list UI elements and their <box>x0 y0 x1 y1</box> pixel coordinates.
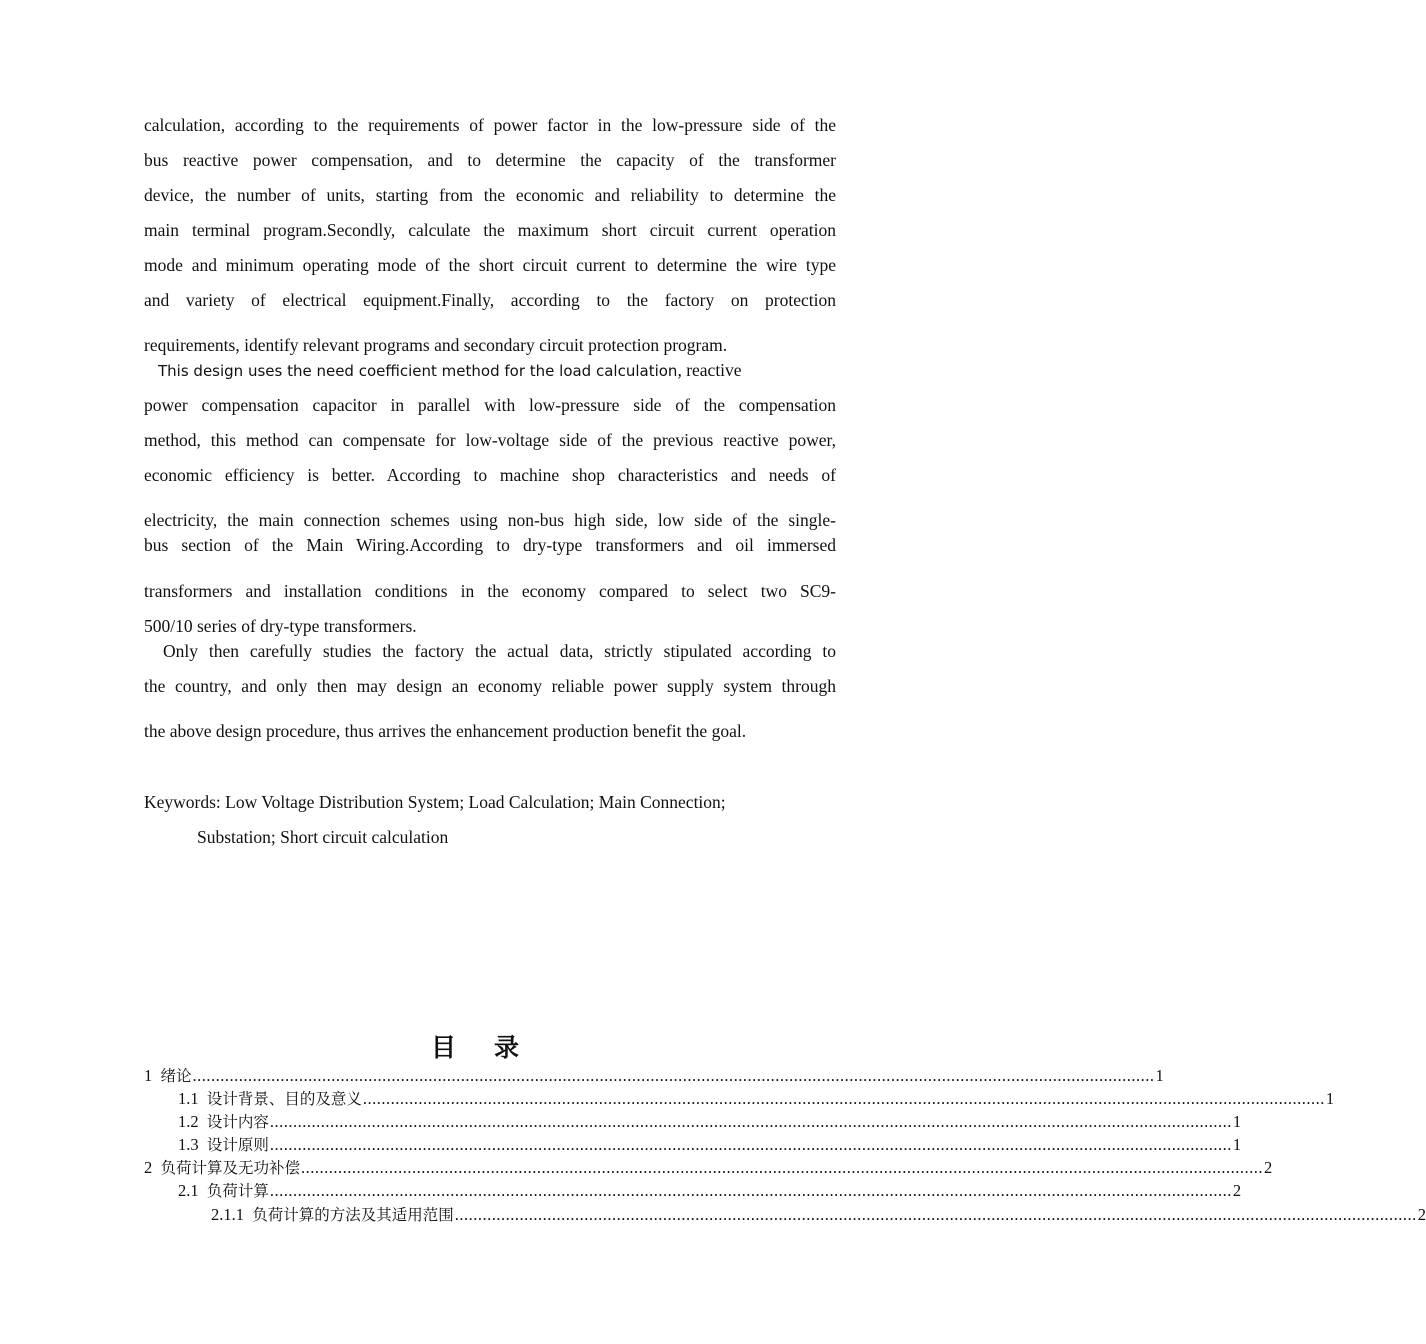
toc-leader-dots: ................................................................................................................................................................................................................ <box>301 1158 1264 1177</box>
toc-entry-label: 设计背景、目的及意义 <box>206 1090 362 1108</box>
toc-entry-page: 1 <box>1232 1112 1242 1131</box>
toc-entry-label: 绪论 <box>160 1067 192 1085</box>
toc-entry-label: 设计内容 <box>206 1113 269 1131</box>
text-line: the above design procedure, thus arrives the enhancement production benefit the goal. <box>144 721 747 741</box>
toc-entry[interactable] <box>144 1156 1273 1179</box>
toc-entry-number: 1 <box>144 1066 161 1085</box>
text-line: calculation, according to the requirements of power factor in the low-pressure side of the <box>144 115 836 135</box>
keywords-line-2: Substation; Short circuit calculation <box>197 827 449 847</box>
toc-leader-dots: ................................................................................................................................................................................................................ <box>269 1181 1232 1200</box>
sans-lead-text: This design uses the need coefficient method for the load calculation <box>158 362 678 380</box>
toc-entry-page: 2 <box>1264 1158 1273 1177</box>
lead-rest-text: , reactive <box>677 360 742 380</box>
toc-entry-page: 1 <box>1325 1089 1335 1108</box>
toc-entry-label: 负荷计算 <box>206 1182 269 1200</box>
toc-entry-page: 2 <box>1417 1205 1426 1224</box>
text-line: power compensation capacitor in parallel with low-pressure side of the compensation <box>144 395 836 415</box>
toc-entry[interactable] <box>178 1133 1242 1156</box>
toc-title-char: 录 <box>494 1033 520 1062</box>
toc-entry-label: 负荷计算的方法及其适用范围 <box>252 1206 454 1224</box>
toc-entry-number: 2.1.1 <box>211 1205 253 1224</box>
toc-entry-label: 设计原则 <box>206 1136 269 1154</box>
toc-entry[interactable] <box>178 1087 1335 1110</box>
toc-entry[interactable] <box>211 1203 1426 1226</box>
text-line: device, the number of units, starting from the economic and reliability to determine the <box>144 185 836 205</box>
toc-leader-dots: ................................................................................................................................................................................................................ <box>454 1205 1417 1224</box>
toc-title <box>0 1028 950 1064</box>
toc-entry-number: 1.3 <box>178 1135 207 1154</box>
text-line: and variety of electrical equipment.Finally, according to the factory on protection <box>144 290 836 310</box>
text-line: transformers and installation conditions in the economy compared to select two SC9- <box>144 581 836 601</box>
toc-entry-page: 2 <box>1232 1181 1242 1200</box>
keywords-line-1: Keywords: Low Voltage Distribution System; Load Calculation; Main Connection; <box>144 792 726 812</box>
toc-entry-number: 1.1 <box>178 1089 207 1108</box>
toc-entry-number: 1.2 <box>178 1112 207 1131</box>
text-line: the country, and only then may design an economy reliable power supply system through <box>144 676 836 696</box>
text-line: 500/10 series of dry-type transformers. <box>144 616 417 636</box>
toc-entry-page: 1 <box>1155 1066 1164 1085</box>
text-line: bus reactive power compensation, and to determine the capacity of the transformer <box>144 150 836 170</box>
toc-entry-label: 负荷计算及无功补偿 <box>160 1159 301 1177</box>
toc-leader-dots: ................................................................................................................................................................................................................ <box>362 1089 1325 1108</box>
abstract-paragraph-3-end <box>144 714 836 749</box>
abstract-paragraph-2-cont <box>144 503 836 563</box>
toc-entry-page: 1 <box>1232 1135 1242 1154</box>
text-line-lead <box>144 353 836 388</box>
text-line: Only then carefully studies the factory the actual data, strictly stipulated according to <box>163 641 836 661</box>
abstract-paragraph-3 <box>144 634 836 704</box>
toc-entry[interactable] <box>178 1179 1242 1202</box>
text-line: mode and minimum operating mode of the short circuit current to determine the wire type <box>144 255 836 275</box>
text-line: main terminal program.Secondly, calculate the maximum short circuit current operation <box>144 220 836 240</box>
toc-leader-dots: ................................................................................................................................................................................................................ <box>192 1066 1155 1085</box>
text-line: requirements, identify relevant programs and secondary circuit protection program. <box>144 335 728 355</box>
toc-leader-dots: ................................................................................................................................................................................................................ <box>269 1135 1232 1154</box>
toc-entry[interactable] <box>144 1064 1164 1087</box>
toc-entry-number: 2.1 <box>178 1181 207 1200</box>
toc-entry-number: 2 <box>144 1158 161 1177</box>
toc-entry[interactable] <box>178 1110 1242 1133</box>
text-line: bus section of the Main Wiring.According to dry-type transformers and oil immersed <box>144 535 836 555</box>
toc-leader-dots: ................................................................................................................................................................................................................ <box>269 1112 1232 1131</box>
text-line: method, this method can compensate for low-voltage side of the previous reactive power, <box>144 430 836 450</box>
abstract-paragraph-1 <box>144 108 836 318</box>
toc-title-char: 目 <box>430 1033 456 1062</box>
abstract-paragraph-2 <box>144 353 836 493</box>
text-line: electricity, the main connection schemes using non-bus high side, low side of the single- <box>144 510 836 530</box>
text-line: economic efficiency is better. According to machine shop characteristics and needs of <box>144 465 836 485</box>
